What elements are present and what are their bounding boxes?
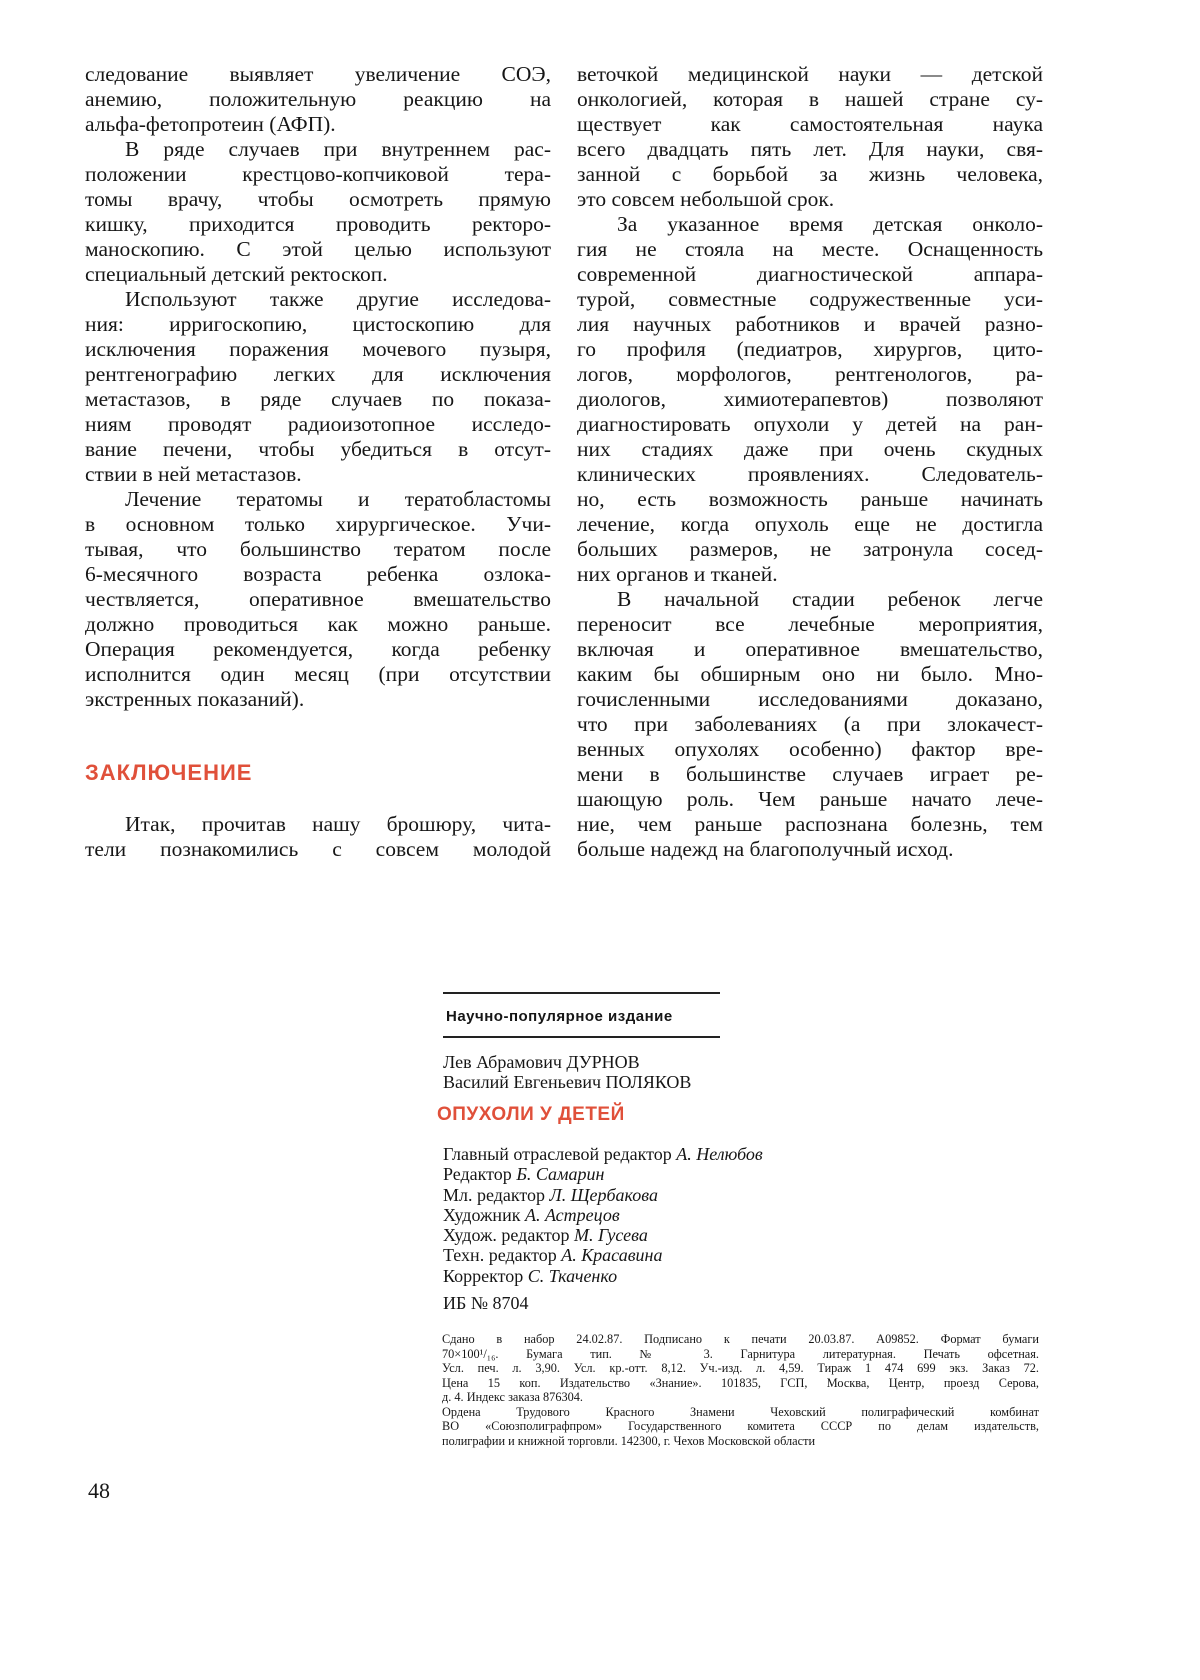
text-line: современной диагностической аппара- [577,262,1043,287]
text-line: диагностировать опухоли у детей на ран- [577,412,1043,437]
text-line: 70×100¹/₁₆. Бумага тип. № 3. Гарнитура литературная. Печать офсетная. [442,1347,1039,1362]
staff-entry [443,1266,763,1286]
text-line: переносит все лечебные мероприятия, [577,612,1043,637]
text-line: экстренных показаний). [85,687,551,712]
text-line: следование выявляет увеличение СОЭ, [85,62,551,87]
text-line: но, есть возможность раньше начинать [577,487,1043,512]
staff-list [443,1144,763,1286]
text-line: лечение, когда опухоль еще не достигла [577,512,1043,537]
text-line: метастазов, в ряде случаев по показа- [85,387,551,412]
staff-role: Главный отраслевой редактор [443,1144,672,1164]
text-line: больших размеров, не затронула сосед- [577,537,1043,562]
text-line: тели познакомились с совсем молодой [85,837,551,862]
text-line: мени в большинстве случаев играет ре- [577,762,1043,787]
author: Василий Евгеньевич ПОЛЯКОВ [443,1072,691,1092]
text-line: маноскопию. С этой целью используют [85,237,551,262]
text-line: них стадиях даже при очень скудных [577,437,1043,462]
text-line: положении крестцово-копчиковой тера- [85,162,551,187]
section-heading: ЗАКЛЮЧЕНИЕ [85,760,252,786]
book-title: ОПУХОЛИ У ДЕТЕЙ [437,1104,625,1126]
text-line: Используют также другие исследова- [85,287,551,312]
ib-number: ИБ № 8704 [443,1293,529,1314]
staff-role: Редактор [443,1164,512,1184]
staff-role: Техн. редактор [443,1245,557,1265]
right-column [577,62,1043,862]
staff-name: Л. Щербакова [550,1185,658,1205]
text-line: исключения поражения мочевого пузыря, [85,337,551,362]
series-label: Научно-популярное издание [446,1008,673,1025]
staff-name: М. Гусева [574,1225,648,1245]
text-line: 6-месячного возраста ребенка озлока- [85,562,551,587]
staff-role: Художник [443,1205,520,1225]
staff-name: С. Ткаченко [528,1266,617,1286]
author: Лев Абрамович ДУРНОВ [443,1052,691,1072]
conclusion-text [85,812,551,862]
text-line: должно проводиться как можно раньше. [85,612,551,637]
text-line: ния: ирригоскопию, цистоскопию для [85,312,551,337]
staff-name: А. Красавина [561,1245,662,1265]
text-line: ние, чем раньше распознана болезнь, тем [577,812,1043,837]
divider-top [443,992,720,994]
text-line: них органов и тканей. [577,562,1043,587]
text-line: Итак, прочитав нашу брошюру, чита- [85,812,551,837]
staff-name: А. Астрецов [525,1205,620,1225]
left-column [85,62,551,712]
text-line: это совсем небольшой срок. [577,187,1043,212]
staff-entry [443,1144,763,1164]
text-line: логов, морфологов, рентгенологов, ра- [577,362,1043,387]
staff-entry [443,1185,763,1205]
text-line: вание печени, чтобы убедиться в отсут- [85,437,551,462]
staff-role: Худож. редактор [443,1225,569,1245]
text-line: веточкой медицинской науки — детской [577,62,1043,87]
text-line: специальный детский ректоскоп. [85,262,551,287]
text-line: больше надежд на благополучный исход. [577,837,1043,862]
text-line: каким бы обширным оно ни было. Мно- [577,662,1043,687]
text-line: ществует как самостоятельная наука [577,112,1043,137]
text-line: Цена 15 коп. Издательство «Знание». 101835, ГСП, Москва, Центр, проезд Серова, [442,1376,1039,1391]
text-line: альфа-фетопротеин (АФП). [85,112,551,137]
staff-entry [443,1205,763,1225]
text-line: клинических проявлениях. Следователь- [577,462,1043,487]
divider-bottom [443,1036,720,1038]
text-line: анемию, положительную реакцию на [85,87,551,112]
text-line: Сдано в набор 24.02.87. Подписано к печати 20.03.87. А09852. Формат бумаги [442,1332,1039,1347]
text-line: всего двадцать пять лет. Для науки, свя- [577,137,1043,162]
text-line: ниям проводят радиоизотопное исследо- [85,412,551,437]
text-line: ствии в ней метастазов. [85,462,551,487]
text-line: д. 4. Индекс заказа 876304. [442,1390,1039,1405]
page-number: 48 [88,1478,110,1504]
text-line: кишку, приходится проводить ректоро- [85,212,551,237]
text-line: В начальной стадии ребенок легче [577,587,1043,612]
text-line: рентгенографию легких для исключения [85,362,551,387]
text-line: онкологией, которая в нашей стране су- [577,87,1043,112]
staff-entry [443,1164,763,1184]
text-line: включая и оперативное вмешательство, [577,637,1043,662]
text-line: Операция рекомендуется, когда ребенку [85,637,551,662]
staff-role: Корректор [443,1266,523,1286]
text-line: гочисленными исследованиями доказано, [577,687,1043,712]
text-line: ВО «Союзполиграфпром» Государственного комитета СССР по делам издательств, [442,1419,1039,1434]
text-line: тывая, что большинство тератом после [85,537,551,562]
text-line: исполнится один месяц (при отсутствии [85,662,551,687]
text-line: лия научных работников и врачей разно- [577,312,1043,337]
authors [443,1052,691,1092]
staff-role: Мл. редактор [443,1185,545,1205]
staff-name: Б. Самарин [516,1164,604,1184]
text-line: полиграфии и книжной торговли. 142300, г. Чехов Московской области [442,1434,1039,1449]
text-line: турой, совместные содружественные уси- [577,287,1043,312]
text-line: шающую роль. Чем раньше начато лече- [577,787,1043,812]
text-line: в основном только хирургическое. Учи- [85,512,551,537]
text-line: гия не стояла на месте. Оснащенность [577,237,1043,262]
text-line: венных опухолях особенно) фактор вре- [577,737,1043,762]
text-line: Усл. печ. л. 3,90. Усл. кр.-отт. 8,12. Уч.-изд. л. 4,59. Тираж 1 474 699 экз. Заказ 72. [442,1361,1039,1376]
text-line: За указанное время детская онколо- [577,212,1043,237]
staff-entry [443,1225,763,1245]
imprint [442,1332,1039,1448]
text-line: В ряде случаев при внутреннем рас- [85,137,551,162]
staff-name: А. Нелюбов [676,1144,762,1164]
text-line: что при заболеваниях (а при злокачест- [577,712,1043,737]
text-line: занной с борьбой за жизнь человека, [577,162,1043,187]
text-line: томы врачу, чтобы осмотреть прямую [85,187,551,212]
text-line: чествляется, оперативное вмешательство [85,587,551,612]
text-line: диологов, химиотерапевтов) позволяют [577,387,1043,412]
text-line: Ордена Трудового Красного Знамени Чеховский полиграфический комбинат [442,1405,1039,1420]
staff-entry [443,1245,763,1265]
text-line: го профиля (педиатров, хирургов, цито- [577,337,1043,362]
text-line: Лечение тератомы и тератобластомы [85,487,551,512]
